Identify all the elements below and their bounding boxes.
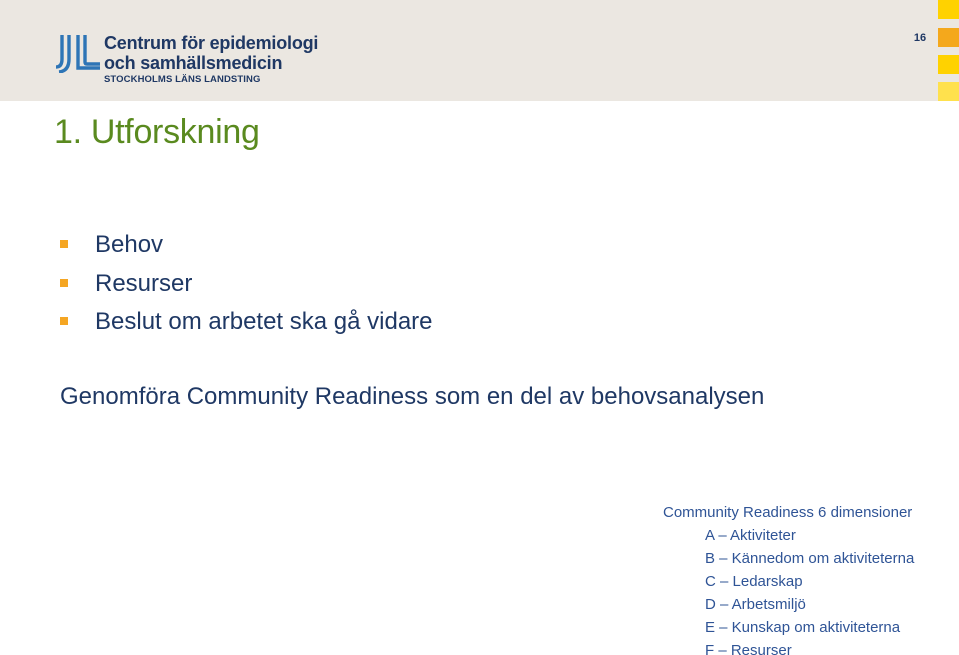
bullet-text: Resurser <box>95 269 193 297</box>
dimension-item: F – Resurser <box>705 642 792 655</box>
organization-logo <box>56 33 356 85</box>
square-bullet-icon <box>60 317 68 325</box>
logo-text-line1: Centrum för epidemiologi <box>104 33 319 53</box>
dimensions-list <box>663 524 914 655</box>
slide-header <box>0 0 959 101</box>
slide-title: 1. Utforskning <box>54 113 260 151</box>
decorative-square <box>938 55 959 74</box>
decorative-squares <box>938 0 959 101</box>
bullet-text: Beslut om arbetet ska gå vidare <box>95 308 433 335</box>
dimension-item: E – Kunskap om aktiviteterna <box>705 619 901 636</box>
bullet-item <box>60 270 433 309</box>
dimension-item: A – Aktiviteter <box>705 527 796 544</box>
dimensions-box <box>663 501 914 655</box>
bullet-list <box>60 231 433 347</box>
bullet-text: Behov <box>95 231 164 258</box>
dimensions-heading: Community Readiness 6 dimensioner <box>663 504 913 521</box>
square-bullet-icon <box>60 279 68 287</box>
bullet-item <box>60 308 433 347</box>
decorative-square <box>938 0 959 19</box>
logo-text-line3: STOCKHOLMS LÄNS LANDSTING <box>104 74 261 85</box>
sll-logo-mark-icon <box>56 35 100 73</box>
dimension-item: D – Arbetsmiljö <box>705 596 806 613</box>
statement-text: Genomföra Community Readiness som en del av behovsanalysen <box>60 383 765 410</box>
decorative-square <box>938 82 959 101</box>
logo-text-line2: och samhällsmedicin <box>104 53 283 73</box>
bullet-item <box>60 231 433 270</box>
page-number: 16 <box>913 32 927 44</box>
dimension-item: C – Ledarskap <box>705 573 803 590</box>
square-bullet-icon <box>60 240 68 248</box>
decorative-square <box>938 28 959 47</box>
dimension-item: B – Kännedom om aktiviteterna <box>705 550 915 567</box>
